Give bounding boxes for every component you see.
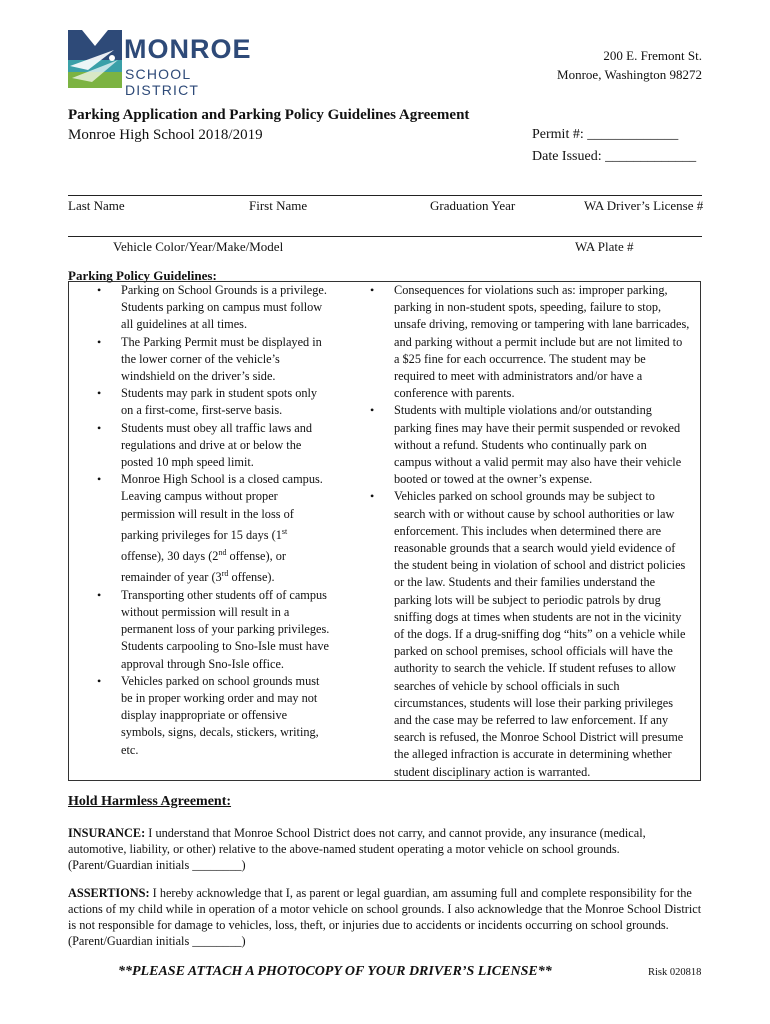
assertions-text: I hereby acknowledge that I, as parent or legal guardian, am assuming full and complete responsibility for the actions of my child while in operation of a motor vehicle on school grounds. I also acknowledge that the Monroe School District is not responsible for damage to vehicles, loss, theft, or injuries due to accidents or incidents occurring on school grounds. (Parent/Guardian initials ________) — [68, 886, 702, 948]
list-item: • Vehicles parked on school grounds must be in proper working order and may not display inappropriate or offensive symbols, signs, decals, stickers, writing, etc. — [121, 673, 339, 759]
insurance-text: I understand that Monroe School District does not carry, and cannot provide, any insurance (medical, automotive, liability, or other) relative to the above-named student operating a motor vehicle on school grounds. (Parent/Guardian initials ________) — [68, 826, 646, 872]
suspension-line-2: offense), 30 days (2nd offense), or — [121, 548, 286, 564]
field-line-1 — [68, 195, 702, 196]
vehicle-label: Vehicle Color/Year/Make/Model — [113, 239, 284, 254]
policy-guidelines-box — [68, 281, 701, 781]
logo-name: MONROE — [124, 34, 252, 64]
list-item: • Students with multiple violations and/or outstanding parking fines may have their permit suspended or revoked without a refund. Students who continually park on campus without a valid permit may also have their vehicle booted or towed at the owner’s expense. — [394, 402, 696, 488]
insurance-label: INSURANCE: — [68, 826, 146, 840]
permit-number-field[interactable]: Permit #: _____________ — [532, 127, 679, 142]
field-line-2 — [68, 236, 702, 237]
list-item: • Transporting other students off of campus without permission will result in a permanent loss of your parking privileges. Students carpooling to Sno-Isle must have approval through Sno-Isle office. — [121, 587, 339, 673]
last-name-label: Last Name — [68, 198, 125, 213]
date-issued-field[interactable]: Date Issued: _____________ — [532, 149, 697, 164]
policy-left-column — [121, 282, 339, 759]
assertions-paragraph — [68, 885, 702, 949]
plate-label: WA Plate # — [575, 239, 634, 254]
hold-harmless-heading: Hold Harmless Agreement: — [68, 794, 232, 809]
list-item: • Vehicles parked on school grounds may be subject to search with or without cause by school authorities or law enforcement. This includes when determined there are reasonable grounds that a search would yield evidence of the student being in violation of school and district policies or the law. Students and their families understand the parking lots will be subject to periodic patrols by drug sniffing dogs at times when students are not in the vicinity of the dogs. If a drug-sniffing dog “hits” on a vehicle while parked on school premises, school officials will have the authority to search the vehicle. If student refuses to allow searches of vehicle by school officials in such circumstances, students will lose their parking privileges and the case may be referred to law enforcement. If any search is refused, the Monroe School District will presume the alleged infraction is accurate in determining whether student disciplinary action is warranted. — [394, 488, 696, 780]
suspension-line-3: remainder of year (3rd offense). — [121, 569, 275, 585]
policy-right-column — [394, 282, 696, 781]
form-title: Parking Application and Parking Policy Guidelines Agreement — [68, 107, 470, 123]
insurance-paragraph — [68, 825, 702, 873]
monroe-logo-icon — [68, 30, 122, 88]
list-item: • Parking on School Grounds is a privilege. Students parking on campus must follow all guidelines at all times. — [121, 282, 339, 334]
list-item: • Students must obey all traffic laws and regulations and drive at or below the posted 10 mph speed limit. — [121, 420, 339, 472]
address-line1: 200 E. Fremont St. — [603, 48, 702, 63]
policy-heading: Parking Policy Guidelines: — [68, 268, 217, 283]
district-address — [557, 46, 702, 84]
list-item: • Monroe High School is a closed campus. Leaving campus without proper permission will result in the loss of parking privileges for 15 days (1st offense), 30 days (2nd offense), or remainder of year (3rd offense). — [121, 471, 339, 587]
district-logo — [68, 30, 268, 98]
graduation-year-label: Graduation Year — [430, 198, 516, 213]
assertions-label: ASSERTIONS: — [68, 886, 150, 900]
form-subtitle: Monroe High School 2018/2019 — [68, 127, 263, 143]
suspension-line-1: parking privileges for 15 days (1st — [121, 526, 288, 542]
first-name-label: First Name — [249, 198, 308, 213]
form-code: Risk 020818 — [648, 967, 702, 978]
drivers-license-label: WA Driver’s License # — [584, 198, 704, 213]
list-item: • Students may park in student spots only on a first-come, first-serve basis. — [121, 385, 339, 419]
attach-license-notice: **PLEASE ATTACH A PHOTOCOPY OF YOUR DRIVER’S LICENSE** — [118, 964, 552, 979]
list-item: • The Parking Permit must be displayed in the lower corner of the vehicle’s windshield on the driver’s side. — [121, 334, 339, 386]
address-line2: Monroe, Washington 98272 — [557, 67, 702, 82]
list-item: • Consequences for violations such as: improper parking, parking in non-student spots, speeding, failure to stop, unsafe driving, removing or tampering with lane barricades, and parking without a permit include but are not limited to a $25 fine for each occurrence. The student may be required to meet with administrators and/or have a conference with parents. — [394, 282, 696, 402]
logo-subname: SCHOOL DISTRICT — [125, 66, 200, 98]
